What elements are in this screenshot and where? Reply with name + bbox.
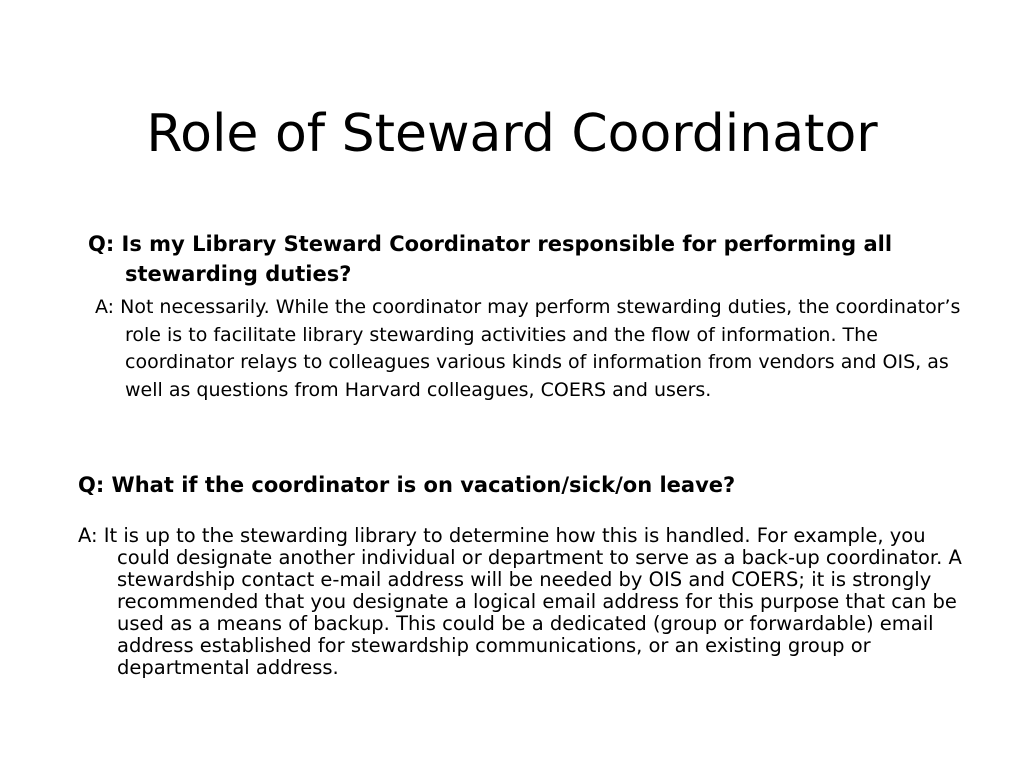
question-2: Q: What if the coordinator is on vacation/sick/on leave? xyxy=(78,473,736,497)
slide-title: Role of Steward Coordinator xyxy=(146,104,878,164)
answer-1: A: Not necessarily. While the coordinator may perform stewarding duties, the coordinator’s role is to facilitate library stewarding activities and the flow of information. The coordinator relays to colleagues various kinds of information from vendors and OIS, as well as questions from Harvard colleagues, COERS and users. xyxy=(95,296,961,401)
question-1: Q: Is my Library Steward Coordinator responsible for performing all stewarding duties? xyxy=(88,232,893,286)
answer-2: A: It is up to the stewarding library to determine how this is handled. For example, you could designate another individual or department to serve as a back-up coordinator. A stewardship contact e-mail address will be needed by OIS and COERS; it is strongly recommended that you designate a logical email address for this purpose that can be used as a means of backup. This could be a dedicated (group or forwardable) email address established for stewardship communications, or an existing group or departmental address. xyxy=(78,524,962,679)
